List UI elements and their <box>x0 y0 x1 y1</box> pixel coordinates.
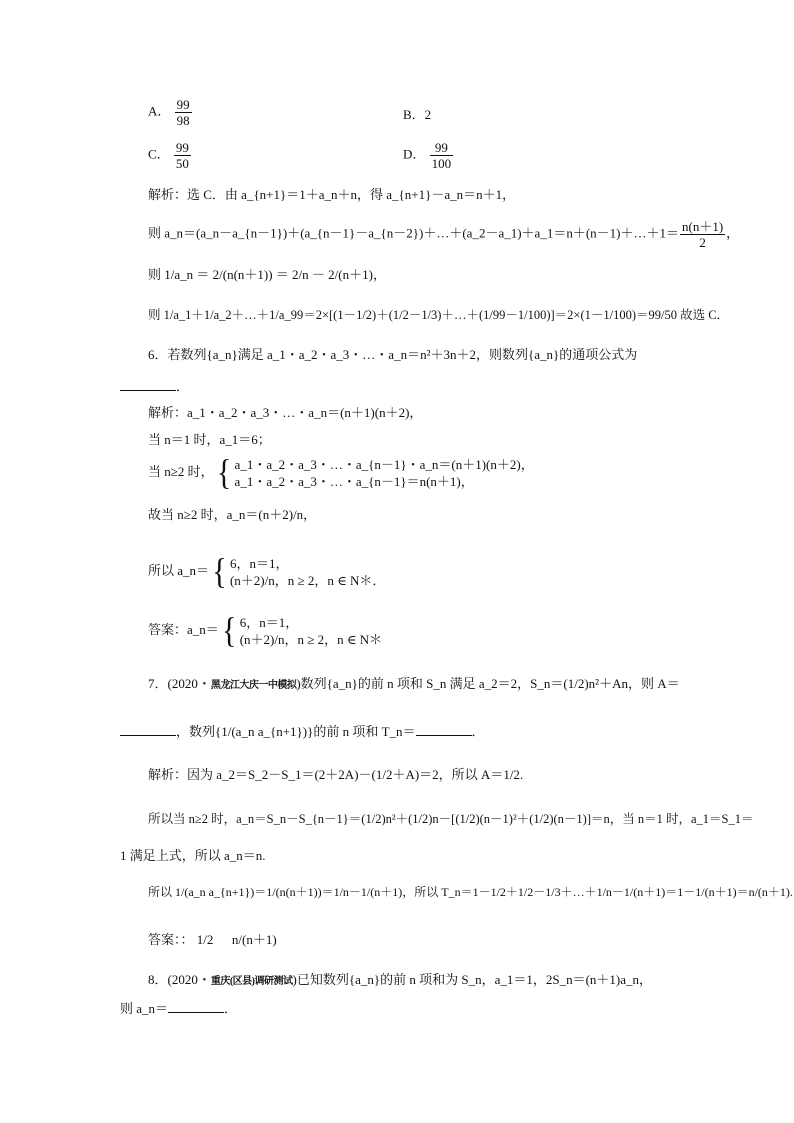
option-d-label: D． <box>403 146 426 162</box>
q7-solution-line-3: 1 满足上式，所以 a_n＝n. <box>120 848 266 863</box>
q5-solution-line-2: 则 a_n＝(a_n－a_{n－1})＋(a_{n－1}－a_{n－2})＋…＋(a_2－a_1)＋a_1＝n＋(n－1)＋…＋1＝ $\frac{n(n+1)}{2}$ ， <box>148 219 740 250</box>
option-d <box>403 140 454 171</box>
option-d-fraction: $\frac{99}{100}$ <box>431 140 452 171</box>
q7-answer-tn: n/(n＋1) <box>231 932 277 947</box>
option-c <box>148 140 192 171</box>
q8-source: 重庆(区县)调研测试 <box>210 976 293 987</box>
q8-stem-line-1: 8．(2020・重庆(区县)调研测试)已知数列{a_n}的前 n 项和为 S_n，a_1＝1，2S_n＝(n＋1)a_n， <box>148 972 653 987</box>
option-b-label: B． <box>403 107 425 122</box>
blank-line <box>168 998 224 1013</box>
left-brace: { <box>222 610 237 651</box>
option-a <box>148 97 193 128</box>
q5-solution-line-4: 则 1/a_1＋1/a_2＋…＋1/a_99＝2×[(1－1/2)＋(1/2－1/3)＋…＋(1/99－1/100)]＝2×(1－1/100)＝99/50 故选 C． <box>148 308 730 322</box>
left-brace: { <box>212 551 227 592</box>
option-b <box>403 106 431 124</box>
piecewise-cases: 6，n＝1， (n＋2)/n，n ≥ 2，n ∈ N＊ <box>239 615 383 647</box>
q6-solution-line-5: 所以 a_n＝ { 6，n＝1， (n＋2)/n，n ≥ 2，n ∈ N＊． <box>148 551 386 592</box>
q8-stem-line-2: 则 a_n＝ ． <box>120 998 237 1018</box>
q6-solution-line-1: 解析：a_1・a_2・a_3・…・a_n＝(n＋1)(n＋2)， <box>148 405 423 420</box>
left-brace: { <box>216 452 232 493</box>
q5-solution-line-3: 则 1/a_n ＝ 2/(n(n＋1)) ＝ 2/n － 2/(n＋1)， <box>148 267 386 282</box>
blank-line <box>120 721 176 736</box>
q7-stem-line-2: ，数列{1/(a_n a_{n+1})}的前 n 项和 T_n＝ ． <box>120 721 485 741</box>
option-c-label: C． <box>148 146 170 162</box>
q7-solution-line-2: 所以当 n≥2 时，a_n＝S_n－S_{n－1}＝(1/2)n²＋(1/2)n－[(1/2)(n－1)²＋(1/2)(n－1)]＝n，当 n＝1 时，a_1＝S_1＝ <box>148 812 754 826</box>
q6-stem: 6．若数列{a_n}满足 a_1・a_2・a_3・…・a_n＝n²＋3n＋2，则数列{a_n}的通项公式为 <box>148 347 638 362</box>
q7-solution-line-4: 所以 1/(a_n a_{n+1})＝1/(n(n＋1))＝1/n－1/(n＋1)，所以 T_n＝1－1/2＋1/2－1/3＋…＋1/n－1/(n＋1)＝1－1/(n＋1)＝n/(n＋1). <box>148 885 793 899</box>
q7-solution-line-1: 解析：因为 a_2＝S_2－S_1＝(2＋2A)－(1/2＋A)＝2，所以 A＝1/2. <box>148 767 524 782</box>
option-c-fraction: $\frac{99}{50}$ <box>175 140 189 171</box>
option-a-fraction: $\frac{99}{98}$ <box>176 97 190 128</box>
equation-system: a_1・a_2・a_3・…・a_{n－1}・a_n＝(n＋1)(n＋2)， a_1・a_2・a_3・…・a_{n－1}＝n(n＋1)， <box>234 457 534 489</box>
q7-source: 黑龙江大庆一中模拟 <box>210 680 297 691</box>
option-b-value: 2 <box>424 107 432 122</box>
q7-answer-a: 1/2 <box>196 932 214 947</box>
q6-solution-line-4: 故当 n≥2 时，a_n＝(n＋2)/n， <box>148 507 317 522</box>
q7-stem-line-1: 7．(2020・黑龙江大庆一中模拟)数列{a_n}的前 n 项和 S_n 满足 a_2＝2，S_n＝(1/2)n²＋An，则 A＝ <box>148 676 680 691</box>
blank-line <box>416 721 472 736</box>
q5-solution-line-1: 解析：选 C．由 a_{n+1}＝1＋a_n＋n，得 a_{n+1}－a_n＝n＋1， <box>148 187 516 202</box>
q6-answer: 答案：a_n＝ { 6，n＝1， (n＋2)/n，n ≥ 2，n ∈ N＊ <box>148 610 383 651</box>
option-a-label: A． <box>148 103 171 119</box>
q7-answer: 答案：： 1/2 n/(n＋1) <box>148 932 277 947</box>
blank-line <box>120 376 176 391</box>
q6-answer-blank: ． <box>120 376 189 396</box>
q6-solution-line-3: 当 n≥2 时， { a_1・a_2・a_3・…・a_{n－1}・a_n＝(n＋1)(n＋2)， a_1・a_2・a_3・…・a_{n－1}＝n(n＋1)， <box>148 452 534 493</box>
piecewise-cases: 6，n＝1， (n＋2)/n，n ≥ 2，n ∈ N＊． <box>229 556 386 588</box>
q6-solution-line-2: 当 n＝1 时，a_1＝6； <box>148 432 271 447</box>
